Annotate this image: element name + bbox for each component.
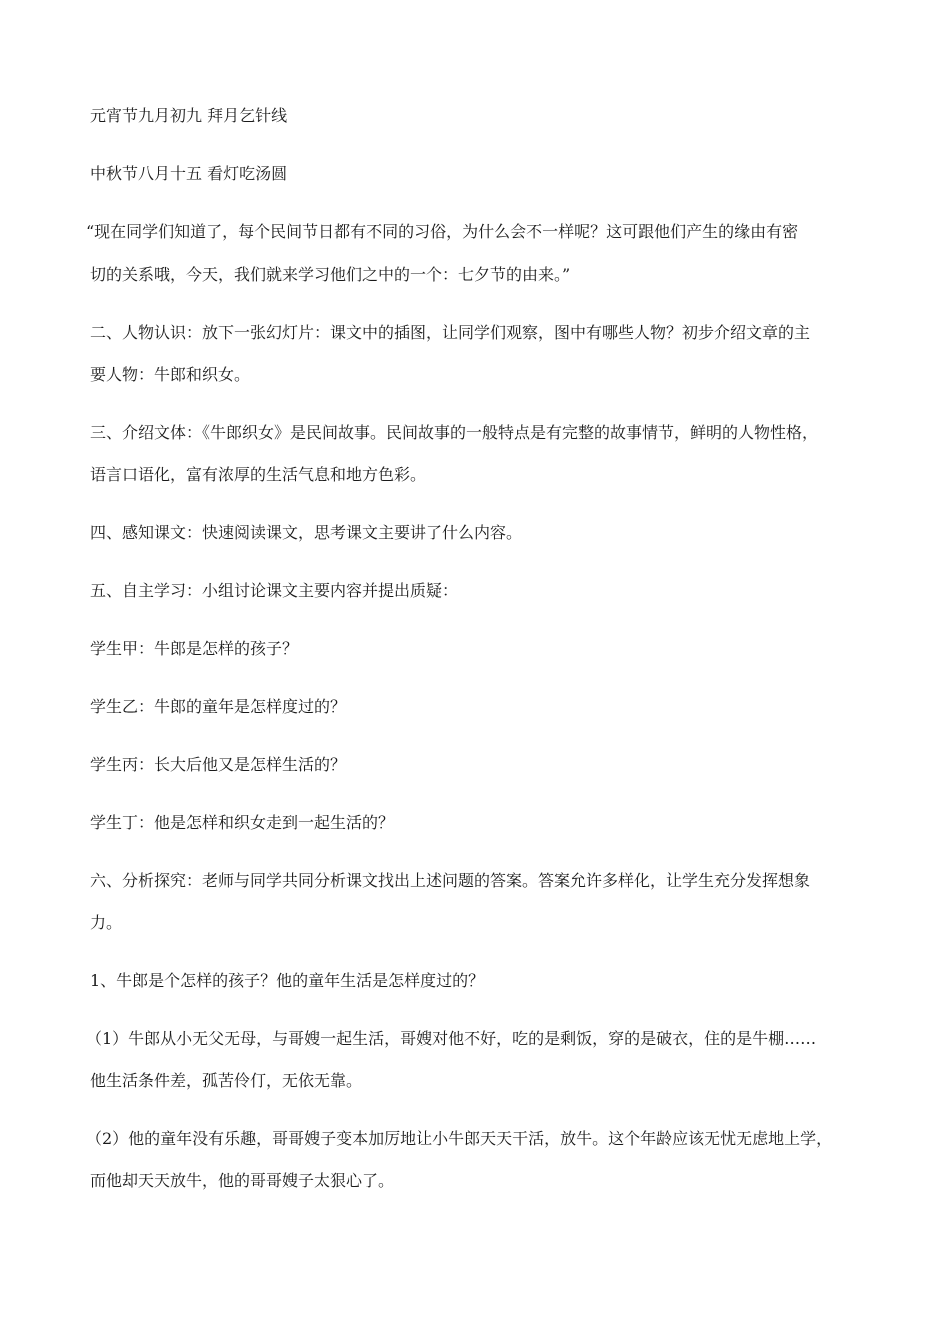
festival-line-lantern: 元宵节九月初九 拜月乞针线 <box>90 106 288 125</box>
section-2-line-2: 要人物：牛郎和织女。 <box>90 365 251 384</box>
question-1: 1、牛郎是个怎样的孩子？他的童年生活是怎样度过的？ <box>90 971 485 990</box>
section-6-line-1: 六、分析探究：老师与同学共同分析课文找出上述问题的答案。答案允许多样化，让学生充分发挥想象 <box>90 871 811 890</box>
teacher-quote-line-1: “现在同学们知道了，每个民间节日都有不同的习俗，为什么会不一样呢？这可跟他们产生的缘由有密 <box>86 222 799 241</box>
festival-line-midautumn: 中秋节八月十五 看灯吃汤圆 <box>90 164 288 183</box>
answer-2-line-2: 而他却天天放牛，他的哥哥嫂子太狠心了。 <box>90 1171 395 1190</box>
student-b-question: 学生乙：牛郎的童年是怎样度过的？ <box>90 697 347 716</box>
section-2-line-1: 二、人物认识：放下一张幻灯片：课文中的插图，让同学们观察，图中有哪些人物？初步介绍文章的主 <box>90 323 811 342</box>
answer-1-line-1: （1）牛郎从小无父无母，与哥嫂一起生活，哥嫂对他不好，吃的是剩饭，穿的是破衣，住的是牛棚…… <box>86 1029 817 1048</box>
student-d-question: 学生丁：他是怎样和织女走到一起生活的？ <box>90 813 395 832</box>
section-3-line-2: 语言口语化，富有浓厚的生活气息和地方色彩。 <box>90 465 427 484</box>
answer-1-line-2: 他生活条件差，孤苦伶仃，无依无靠。 <box>90 1071 363 1090</box>
teacher-quote-line-2: 切的关系哦，今天，我们就来学习他们之中的一个：七夕节的由来。” <box>90 265 571 284</box>
section-6-line-2: 力。 <box>90 913 123 932</box>
section-3-line-1: 三、介绍文体：《牛郎织女》是民间故事。民间故事的一般特点是有完整的故事情节，鲜明的人物性格， <box>90 423 819 442</box>
section-4: 四、感知课文：快速阅读课文，思考课文主要讲了什么内容。 <box>90 523 523 542</box>
answer-2-line-1: （2）他的童年没有乐趣，哥哥嫂子变本加厉地让小牛郎天天干活，放牛。这个年龄应该无忧无虑地上学， <box>86 1129 833 1148</box>
section-5: 五、自主学习：小组讨论课文主要内容并提出质疑： <box>90 581 459 600</box>
student-c-question: 学生丙：长大后他又是怎样生活的？ <box>90 755 347 774</box>
student-a-question: 学生甲：牛郎是怎样的孩子？ <box>90 639 299 658</box>
